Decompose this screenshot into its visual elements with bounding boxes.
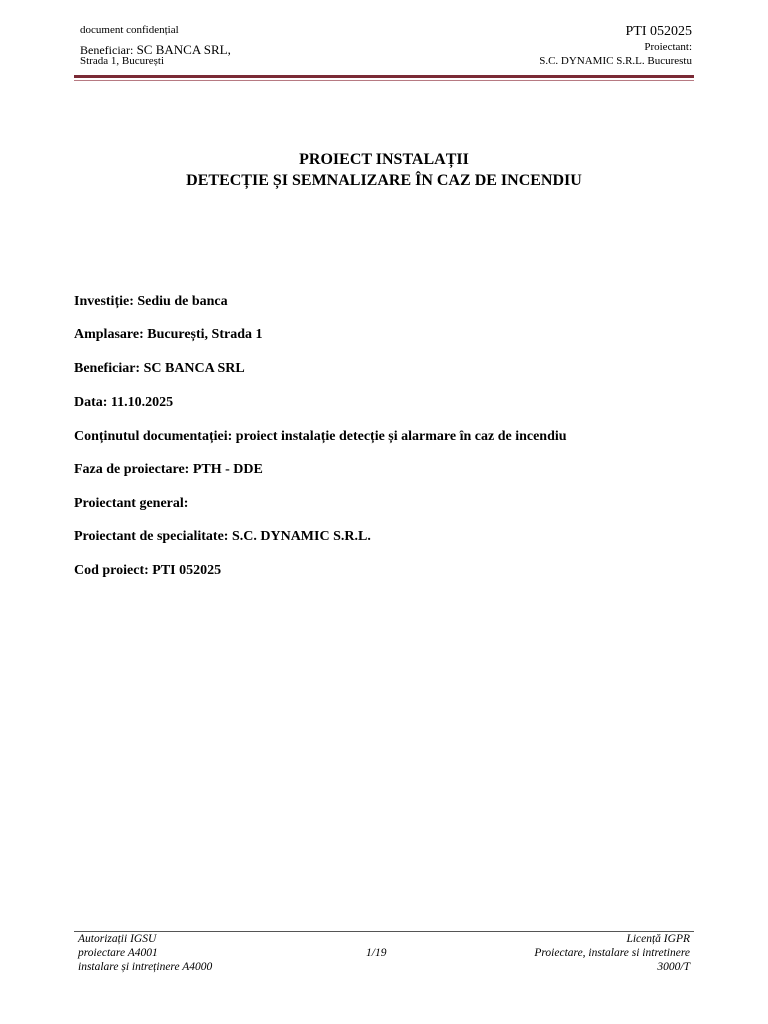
beneficiary-name: SC BANCA SRL, [136, 42, 231, 57]
field-beneficiar: Beneficiar: SC BANCA SRL [74, 361, 245, 376]
field-proiectant-specialitate: Proiectant de specialitate: S.C. DYNAMIC S.R.L. [74, 529, 371, 544]
designer-label: Proiectant: [644, 41, 692, 53]
footer-right-line2: Proiectare, instalare si intretinere [534, 947, 690, 959]
beneficiary-label: Beneficiar: [80, 43, 134, 57]
header-address: Strada 1, București [80, 55, 165, 67]
document-title-line1: PROIECT INSTALAȚII [299, 151, 469, 168]
field-continut: Conținutul documentației: proiect instalație detecție și alarmare în caz de incendiu [74, 429, 567, 444]
page-number: 1/19 [366, 947, 387, 959]
footer-left-line3: instalare și intreținere A4000 [78, 961, 213, 973]
confidential-note: document confidențial [80, 24, 179, 36]
field-data: Data: 11.10.2025 [74, 395, 174, 410]
footer-divider [74, 931, 694, 932]
field-proiectant-general: Proiectant general: [74, 496, 189, 511]
footer-left-line2: proiectare A4001 [78, 947, 158, 959]
field-cod-proiect: Cod proiect: PTI 052025 [74, 563, 222, 578]
footer-right-line1: Licență IGPR [626, 933, 690, 945]
field-investitie: Investiție: Sediu de banca [74, 294, 228, 309]
header-divider-thin [74, 80, 694, 81]
field-faza: Faza de proiectare: PTH - DDE [74, 462, 263, 477]
header-code: PTI 052025 [625, 24, 692, 39]
field-amplasare: Amplasare: București, Strada 1 [74, 327, 263, 342]
footer-left-line1: Autorizații IGSU [78, 933, 157, 945]
document-title-line2: DETECȚIE ȘI SEMNALIZARE ÎN CAZ DE INCENDIU [186, 172, 582, 189]
header-divider [74, 75, 694, 78]
designer-name: S.C. DYNAMIC S.R.L. Bucurestu [539, 55, 692, 67]
footer-right-line3: 3000/T [657, 961, 690, 973]
